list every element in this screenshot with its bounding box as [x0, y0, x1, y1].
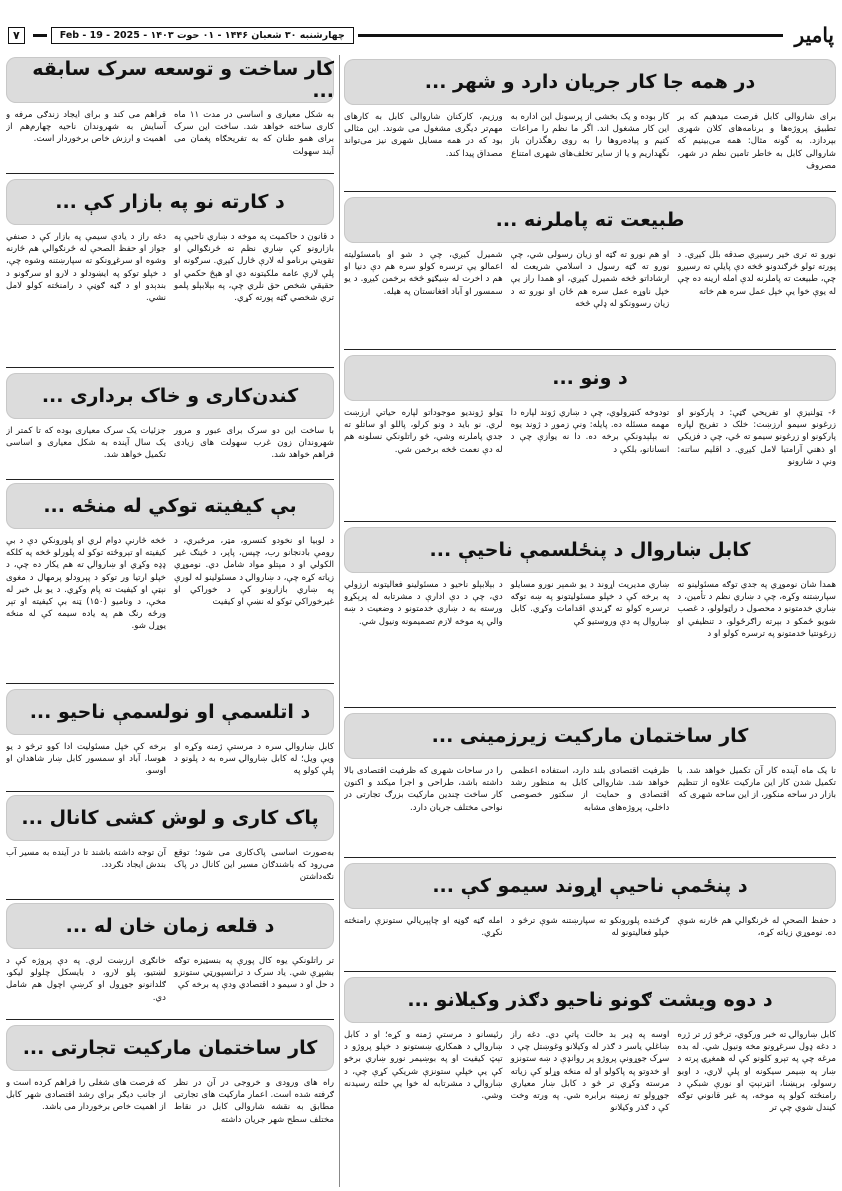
- article: [6, 903, 334, 1015]
- article-body: [344, 407, 836, 511]
- article-text: را در ساحات شهری که ظرفیت اقتصادی بالا داشته باشد، طراحی و اجرا میکند و اکنون کار ساخت چندین مارکیت بزرګ تجارتی در نواحی مختلف جریان دارد.: [344, 766, 503, 813]
- masthead-rule: [358, 34, 783, 37]
- article-text: برخه کې خپل مسئولیت ادا کوو ترڅو د یو هوسا، آباد او سمسور کابل ښار شاهدان او اوسو.: [6, 742, 166, 777]
- article-text: د لوبیا او نخودو کنسرو، مټر، مرځبري، د رومې بادنجانو رب، چپس، پاپر، د ځینګ غیر الکولي او د مېتلو مواد شامل دي. نوموړي زیاته کړه چې، د ښاروالۍ د مسئولینو له لورې په ښاري بازارونو کې د خوراکي او غیرخوراکي توکو له نښې او کیفیت: [174, 536, 334, 608]
- article-text: کابل ښاروالۍ سره د مرستې ژمنه وکړه او ویې ویل؛ له کابل ښاروالۍ سره به د پلونو د پلې کولو په: [174, 742, 334, 777]
- article: [6, 795, 334, 895]
- article: [6, 689, 334, 787]
- article-text: تودوخه کنټرولوي، چې د ښاري ژوند لپاره دا مهمه مسئله ده. پایله: ونې زموږ د ژوند یوه نه بېلېدونکې برخه ده. دا نه یوازې چې د انسانانو، بلکې د: [510, 408, 670, 455]
- article-text: به‌صورت اساسی پاک‌کاری می شود؛ توقع می‌رود که باشندګان مسیر این کانال در پاک نګه‌داشتن: [174, 848, 334, 883]
- article-divider: [344, 707, 836, 708]
- article-divider: [344, 857, 836, 858]
- article: [6, 57, 334, 169]
- article-body: [6, 741, 334, 785]
- masthead-rule-left: [33, 34, 47, 37]
- article-headline: طبیعت ته پاملرنه ...: [344, 197, 836, 243]
- article-text: ۶- ټولنیزې او تفریحي ګټې: د پارکونو او زرغونو سیمو ارزښت: خلک د تفریح لپاره پارکونو او زرغونو سیمو ته ځي، چې د فزیکي او ذهني آرامتیا لامل کیږي. د اقلیم ساتنه: ونې د شارونو: [677, 408, 836, 467]
- article-text: کار بوده و یک بخشی از پرسونل این اداره به این کار مشغول اند. اگر ما نظم را مراعات کنیم و پیاده‌روها را به روی رهگذران باز نگهداریم و یا از سایر تخلف‌های شهری امتناع: [510, 112, 670, 159]
- column-separator: [339, 55, 340, 1187]
- article-text: امله ګڼه ګوڼه او چاپېریالي ستونزې رامنځته نکړي.: [344, 916, 503, 939]
- article-divider: [6, 173, 334, 174]
- article-divider: [344, 349, 836, 350]
- article-divider: [344, 971, 836, 972]
- article-divider: [344, 521, 836, 522]
- article-divider: [6, 367, 334, 368]
- article: [344, 197, 836, 345]
- article: [344, 863, 836, 967]
- issue-date: چهارشنبه ۳۰ شعبان ۱۴۴۶ - ۰۱ حوت ۱۴۰۳ - 2025 - 19 - Feb: [51, 27, 354, 44]
- article-text: شمیرل کیږي، چې د شو او بامسئولیته اعمالو یې ترسره کولو سره هم دې دنیا او هم د اخرت له ښیګڼو څخه برخمن کیږو. د یو سمسور او آباد افغانستان په هیله.: [344, 250, 503, 297]
- article-body: [6, 425, 334, 473]
- article-headline: پاک کاری و لوش کشی کانال ...: [6, 795, 334, 841]
- newspaper-title: پامیر: [794, 23, 834, 47]
- article-headline: د دوه ویشت ګونو ناحیو دګذر وکیلانو ...: [344, 977, 836, 1023]
- article-body: [344, 111, 836, 183]
- article-text: آن توجه داشته باشند تا در آینده به مسیر آب بندش ایجاد نګردد.: [6, 848, 166, 871]
- article-headline: د اتلسمې او نولسمې ناحیو ...: [6, 689, 334, 735]
- article-headline: کار ساختمان مارکیت زیرزمینی ...: [344, 713, 836, 759]
- article: [6, 483, 334, 679]
- article-text: ښاري مدیریت اړوند د یو شمېر نورو مسایلو په برخه کې د خپلو مسئولیتونو په ښه توګه ترسره کولو ته ګړندي اقدامات وکړي. کابل ښاروال په دې وروستیو کې: [510, 580, 670, 627]
- article-headline: کندن‌کاری و خاک برداری ...: [6, 373, 334, 419]
- article: [344, 713, 836, 853]
- article-text: ظرفیت اقتصادی بلند دارد، استفاده اعظمی خواهد شد. شاروالی کابل به منظور رشد اقتصادی و حمایت از سکتور خصوصی داخلی، پروژه‌های مشابه: [510, 766, 670, 813]
- article-body: [6, 847, 334, 893]
- article-headline: د قلعه زمان خان له ...: [6, 903, 334, 949]
- article-text: برای شاروالی کابل فرصت میدهیم که بر تطبیق پروژه‌ها و برنامه‌های کلان شهری بپردازد. به گونه مثال: همه می‌بینیم که شاروالی کابل به خاطر تامین نظم در شهر، مصروف: [677, 112, 836, 171]
- article-body: [344, 579, 836, 697]
- article-text: ورزیم، کارکنان شاروالی کابل به کارهای مهم‌تر دیگری مشغول می شوند. این مثالی بود که در همه مسایل شهری نیز می‌تواند مصداق پیدا کند.: [344, 112, 503, 159]
- article-divider: [6, 1019, 334, 1020]
- article-headline: کار ساختمان مارکیت تجارتی ...: [6, 1025, 334, 1071]
- article-text: اوسه په ډیر بد حالت پاتې دي. دغه راز ښاغلي یاسر د ګذر له وکیلانو وغوښتل چې د سړک جوړونې پروژو پر روانډې د ښه ستونزو او خدوتو په پاکولو او له منځه وړلو کې زیاته مرسته وکړي تر څو د کابل ښار معیاري جوړولو ته زمینه برابره شي. په ورته وخت کې د ګذر وکیلانو: [510, 1030, 670, 1114]
- article-headline: کابل ښاروال د پنځلسمې ناحیې ...: [344, 527, 836, 573]
- article-body: [6, 1077, 334, 1167]
- article-body: [6, 955, 334, 1013]
- article-text: جزئیات یک سرک معیاری بوده که تا کمتر از یک سال آینده به شکل معیاری و اساسی تکمیل خواهد شد.: [6, 426, 166, 461]
- article-text: ټولو ژوندیو موجوداتو لپاره حیاتي ارزښت لري. نو باید د ونو کرلو، پاللو او ساتلو ته جدي پاملرنه وشي، څو راتلونکي نسلونه هم له دې نعمت څخه برخمن شي.: [344, 408, 503, 455]
- article-headline: د کارته نو په بازار کې ...: [6, 179, 334, 225]
- article-body: [344, 915, 836, 963]
- article: [344, 59, 836, 187]
- article-text: تر راتلونکې یوه کال پورې په بنسټیزه توګه بشپړې شي. یاد سرک د ترانسپورټي ستونزو د حل او د سیمو د اقتصادي ودې په برخه کې: [174, 956, 334, 991]
- article-text: همدا شان نوموړي په جدي توګه مسئولینو ته سپارښتنه وکړه، چې د ښاري نظم د تأمین، د ښاري خدمتونو د محصول د راټولولو، د غصب شویو ځمکو د بېرته راګرځولو، د تنظیفي او زرغونتیا خدمتونو په ترسره کولو او د: [677, 580, 836, 639]
- article-text: که فرصت های شغلی را فراهم کرده است و از جانب دیګر برای رشد اقتصادی شهر کابل از اهمیت خاص برخوردار می باشد.: [6, 1078, 166, 1113]
- article-text: فراهم می کند و برای ایجاد زندګی مرفه و آسایش به شهروندان ناحیه چهارم‌هم از اهمیت و ارزش خاص برخوردار است.: [6, 110, 166, 145]
- article-text: څخه څارنې دوام لري او پلورونکي دې د بې کیفیته او تېروځته توکو له پلورلو څخه په کلکه ډډه وکړي او ښاروالۍ ته هم یکار ده چې، د خپلو ارتیا ور توکو د پېرودلو پرمهال د مغوی نېټې او کیفیت ته پام وکړي. د یو بل خبر له مخې، د ونامیو (۱۵۰) ټنه بې کیفیته او تېر ورځه رنګ هم په یاده سیمه کې له منځه یوړل شو.: [6, 536, 166, 632]
- article: [6, 1025, 334, 1185]
- article: [6, 373, 334, 475]
- article-body: [344, 249, 836, 341]
- article-divider: [6, 683, 334, 684]
- article-text: دغه راز د یادې سیمې په بازار کې د صنفي جواز او حفظ الصحې له څرنګوالي هم څارنه وشوه او سرغړونکو ته سپارښتنه وشوه چې، د خپلو توکو په ایښودلو د لارو او سرګونو د بندېدو او د ګڼه ګوڼې د رامنځته کولو لامل نشي.: [6, 232, 166, 304]
- article-text: د حفظ الصحې له څرنګوالي هم څارنه شوې ده. نوموړي زیاته کړه،: [677, 916, 836, 939]
- article-body: [344, 1029, 836, 1183]
- article-text: ګرځنده پلورونکو ته سپارښتنه شوې ترڅو د خپلو فعالیتونو له: [510, 916, 670, 939]
- article: [344, 977, 836, 1183]
- left-column: [6, 55, 334, 1187]
- article-text: خانګړی ارزښت لري. په دې پروژه کې د لښتیو، پلو لارو، د بایسکل چلولو لیکو، ګلدانونو جوړول او کرښې اچول هم شامل دي.: [6, 956, 166, 1003]
- article-headline: د پنځمې ناحیې اړوند سیمو کې ...: [344, 863, 836, 909]
- article-text: او هم نورو ته ګټه او زیان رسولی شي، چې نورو ته ګټه رسول د اسلامي شریعت له ارشاداتو څخه شمیرل کیږي، او همدا راز یې خپل ناوړه عمل سره هم ځان او نورو ته د زیان رسوونکو له ډلې څخه: [510, 250, 670, 309]
- article: [344, 355, 836, 517]
- article-text: د قانون د حاکمیت په موخه د ښاري ناحیې په بازارونو کې ښاري نظم ته څرنګوالي او تقویتي برنامو له لارې څارل کیږي. سرګونه او پلې لارې عامه ملکیتونه دي او هېڅ حکمي او حقیقي شخص حق نلري چې، په بېلابېلو پلمو تري شخصي ګټه پورته کړي.: [174, 232, 334, 304]
- article-text: کابل ښاروالۍ ته خبر ورکوي، ترڅو ژر تر ژره د دغه ډول سرغړونو مخه ونیول شي. له بده مرغه چې په تېرو کلونو کې له همغږۍ پرته د ښار په ښیمر سیکونه او پلې لاري، د اوبو رسولو، برېښنا، انټرنېټ او نورې شبکې د رامنځته کولو په موخه، په غیر قانوني توګه کیندل شوي چې تر: [677, 1030, 836, 1114]
- article-text: د بېلابېلو ناحیو د مسئولینو فعالیتونه ارزولي دي، چې د دې ادارې د مشرتابه له پرېکړو ورسته به د ښاري خدمتونو د وضعیت د ښه والي په موخه لازم تصمیمونه ونیول شي.: [344, 580, 503, 627]
- article-headline: بې کیفیته توکي له منځه ...: [6, 483, 334, 529]
- article-headline: د ونو ...: [344, 355, 836, 401]
- article-body: [6, 231, 334, 361]
- article-text: رئیسانو د مرستې ژمنه و کړه؛ او د کابل ښاروالۍ د همکارۍ ښستونو د خپلو پروژو د تېټ کیفیت او په بوښیمر نورو ښاري برخو کې یې خپلې ستونزې شریکې کړې چې، د ښاروالۍ د مشرتابه له خوا یې حلته رسیدنه وشي.: [344, 1030, 503, 1102]
- page-number: ۷: [8, 27, 25, 44]
- article-text: با ساخت این دو سرک برای عبور و مرور شهروندان زون غرب سهولت های زیادی فراهم خواهد شد.: [174, 426, 334, 461]
- article: [344, 527, 836, 703]
- article-text: به شکل معیاری و اساسی در مدت ۱۱ ماه کاری ساخته خواهد شد. ساخت این سرک برای همو طنان که به تفریحګاه پغمان می آیند سهولت: [174, 110, 334, 157]
- article-divider: [6, 791, 334, 792]
- article-body: [6, 535, 334, 677]
- masthead: [8, 22, 834, 48]
- article-headline: در همه جا کار جریان دارد و شهر ...: [344, 59, 836, 105]
- article-body: [6, 109, 334, 167]
- article-headline: کار ساخت و توسعه سرک سابقه ...: [6, 57, 334, 103]
- article-text: تا یک ماه آینده کار آن تکمیل خواهد شد. با تکمیل شدن کار این مارکیت علاوه از تنظیم بازار در ساحه منکور، از این ساحه شهری که: [677, 766, 836, 801]
- article-divider: [6, 899, 334, 900]
- article-divider: [6, 479, 334, 480]
- article-divider: [344, 191, 836, 192]
- right-column: [344, 55, 836, 1187]
- article-text: نورو ته تری خیر رسیږي صدقه بلل کیږي. د پورته تولو څرګندونو څخه دې پایلې ته رسیږو چې، طبیعت ته پاملرنه لدې امله ارینه ده چې له یوې خوا یې خپل عمل سره هم خاته: [677, 250, 836, 297]
- article: [6, 179, 334, 363]
- article-body: [344, 765, 836, 847]
- article-text: راه های ورودی و خروجی در آن در نظر ګرفته شده است. اعمار مارکیت های تجارتی مطابق به نقشه شاروالی کابل در نقاط مختلف سطح شهر جریان داشته: [174, 1078, 334, 1125]
